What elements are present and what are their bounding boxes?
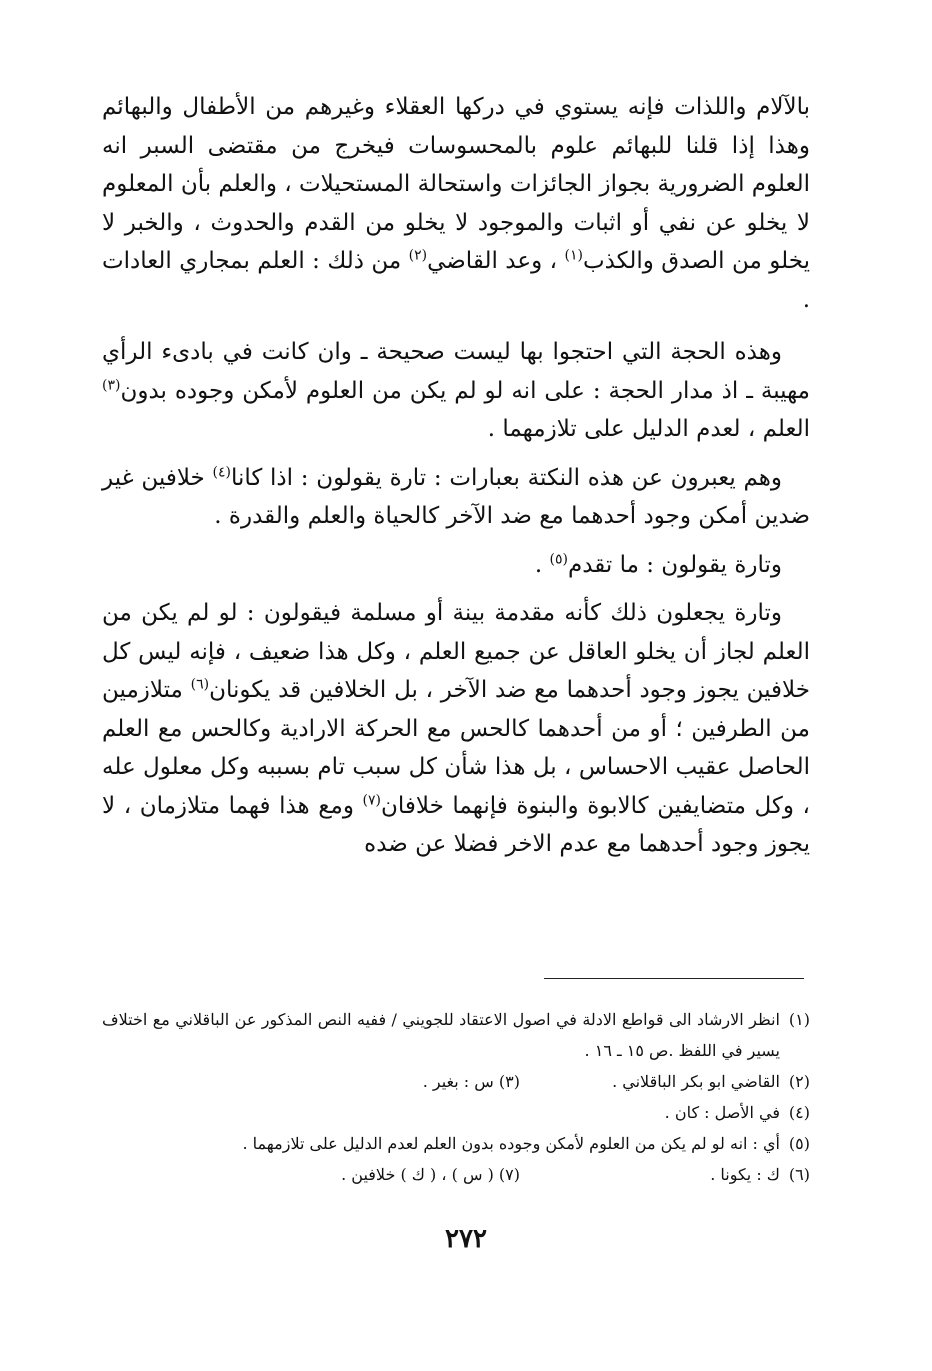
- footnote-ref-5: (٥): [549, 550, 568, 567]
- footnote-text: ك : يكونا .: [710, 1165, 780, 1184]
- text-segment: العلم ، لعدم الدليل على تلازمهما .: [487, 416, 810, 442]
- footnote-1: [102, 1004, 810, 1066]
- footnote-inline: [423, 1066, 520, 1097]
- footnote-5: [102, 1128, 810, 1159]
- footnote-pair: [341, 1159, 780, 1190]
- footnote-number: (٥): [788, 1134, 810, 1153]
- paragraph-3: [102, 459, 810, 536]
- paragraph-5: [102, 594, 810, 864]
- footnotes: [102, 1004, 810, 1190]
- footnote-text: أي : انه لو لم يكن من العلوم لأمكن وجوده بدون العلم لعدم الدليل على تلازمهما .: [242, 1134, 780, 1153]
- footnote-6-7: [102, 1159, 810, 1190]
- footnote-number: (٧): [498, 1165, 520, 1184]
- footnote-2-3: [102, 1066, 810, 1097]
- footnote-ref-4: (٤): [212, 463, 231, 480]
- text-segment: .: [534, 551, 550, 578]
- footnote-text: في الأصل : كان .: [664, 1103, 780, 1122]
- footnote-number: (١): [788, 1010, 810, 1029]
- footnote-4: [102, 1097, 810, 1128]
- footnote-inline: [341, 1159, 520, 1190]
- paragraph-4: [102, 546, 810, 585]
- footnote-number: (٤): [788, 1103, 810, 1122]
- footnote-separator: [544, 978, 804, 979]
- footnote-text: القاضي ابو بكر الباقلاني .: [612, 1072, 780, 1091]
- footnote-ref-2: (٢): [408, 247, 428, 264]
- footnote-ref-7: (٧): [362, 791, 381, 808]
- text-segment: خلافين غير ضدين أمكن وجود أحدهما مع ضد الآخر كالحياة والعلم والقدرة .: [102, 464, 810, 529]
- footnote-ref-1: (١): [564, 247, 583, 264]
- footnote-number: (٦): [788, 1165, 810, 1184]
- main-text: [102, 88, 810, 864]
- page-number: ٢٧٢: [445, 1224, 487, 1254]
- footnote-number: (٣): [498, 1072, 520, 1091]
- paragraph-2: [102, 333, 810, 449]
- text-segment: وتارة يقولون : ما تقدم: [567, 551, 782, 578]
- footnote-text: انظر الارشاد الى قواطع الادلة في اصول الاعتقاد للجويني / ففيه النص المذكور عن الباقلاني مع اختلاف يسير في اللفظ .ص ١٥ ـ ١٦ .: [102, 1010, 780, 1060]
- text-segment: وهم يعبرون عن هذه النكتة بعبارات : تارة يقولون : اذا كانا: [230, 464, 782, 491]
- paragraph-1: [102, 88, 810, 319]
- footnote-ref-6: (٦): [190, 676, 210, 693]
- footnote-text: ( س ) ، ( ك ) خلافين .: [341, 1165, 494, 1184]
- text-segment: من ذلك : العلم بمجاري العادات .: [102, 248, 810, 313]
- text-segment: وتارة يجعلون ذلك كأنه مقدمة بينة أو مسلمة فيقولون : لو لم يكن من العلم لجاز أن يخلو العاقل عن جميع العلم ، وكل هذا ضعيف ، فإنه ليس كل خلافين يجوز وجود أحدهما مع ضد الآخر ، بل الخلافين قد يكونان: [102, 600, 810, 703]
- footnote-ref-3: (٣): [102, 376, 121, 393]
- text-segment: بالآلام واللذات فإنه يستوي في دركها العقلاء وغيرهم من الأطفال والبهائم وهذا إذا قلنا للبهائم علوم بالمحسوسات فيخرج من مقتضى السبر انه العلوم الضرورية بجواز الجائزات واستحالة المستحيلات ، والعلم بأن المعلوم لا يخلو عن نفي أو اثبات والموجود لا يخلو من القدم والحدوث ، والخبر لا يخلو من الصدق والكذب: [101, 94, 810, 274]
- footnote-number: (٢): [788, 1072, 810, 1091]
- text-segment: متلازمين من الطرفين ؛ أو من أحدهما كالحس مع الحركة الارادية وكالحس مع العلم الحاصل عقيب الاحساس ، بل هذا شأن كل سبب تام بسببه وكل معلول عله ، وكل متضايفين كالابوة والبنوة فإنهما خلافان: [102, 677, 810, 819]
- text-segment: وهذه الحجة التي احتجوا بها ليست صحيحة ـ وان كانت في بادىء الرأي مهيبة ـ اذ مدار الحجة : على انه لو لم يكن من العلوم لأمكن وجوده بدون: [102, 339, 810, 404]
- footnote-pair: [423, 1066, 780, 1097]
- footnote-text: س : بغير .: [422, 1072, 494, 1091]
- text-segment: ، وعد القاضي: [427, 248, 565, 274]
- text-segment: ومع هذا فهما متلازمان ، لا يجوز وجود أحدهما مع عدم الاخر فضلا عن ضده: [102, 792, 810, 857]
